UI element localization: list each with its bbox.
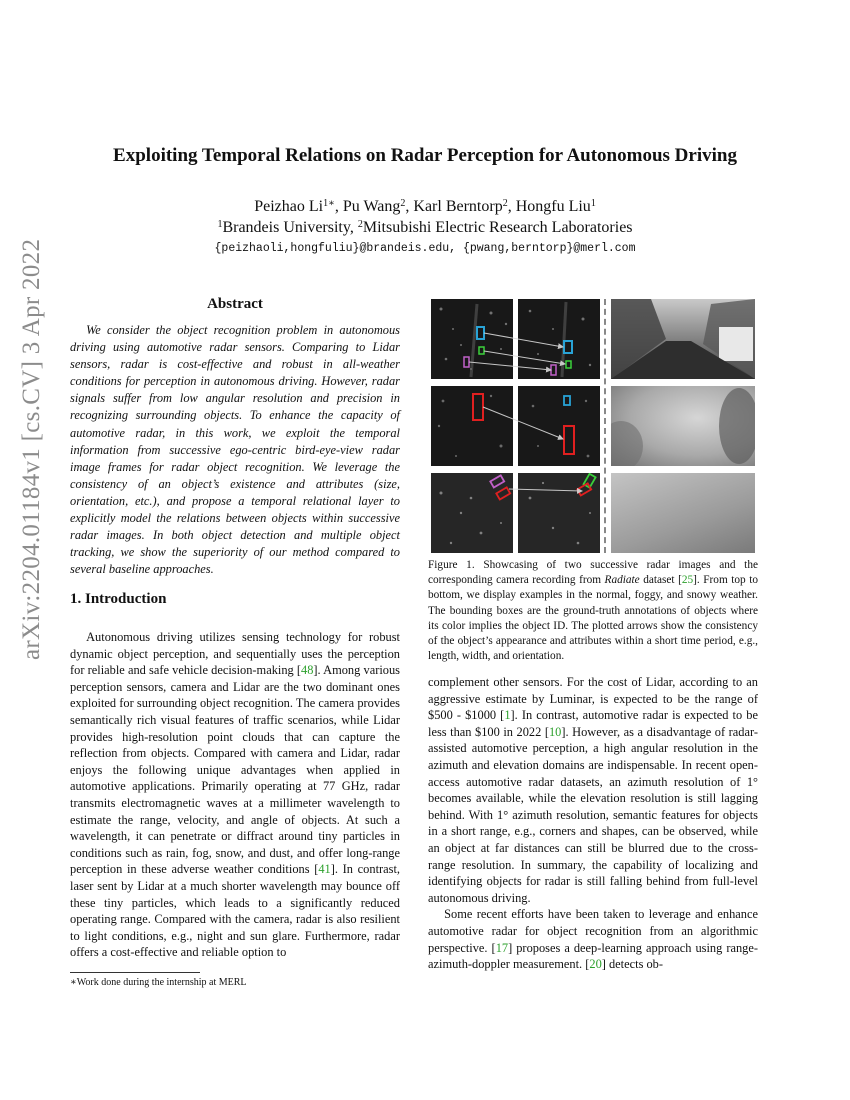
abstract-heading: Abstract [207,296,263,312]
camera-image-normal [611,299,755,379]
paragraph [428,674,758,906]
camera-image-foggy [611,386,755,466]
affiliations [0,219,850,237]
paragraph [428,906,758,972]
author-name: Peizhao Li [254,198,324,215]
text-run: complement other sensors. For the cost of Lidar, according to an aggressive estimate by Luminar, is expected to be the range of $500 - $1000 [ [428,675,758,723]
figure-divider [604,299,606,553]
affiliation-name: Brandeis University, [222,219,358,236]
author-mark: 1∗ [323,198,335,209]
author-name: Hongfu Liu [515,198,591,215]
text-run: ]. In contrast, automotive radar is expected to be less than $100 in 2022 [ [428,708,758,739]
footnote-divider [70,972,200,973]
text-run: ] detects ob- [601,957,664,972]
text-run: Autonomous driving utilizes sensing technology for robust dynamic object perception, and sequentially uses the perception for reliable and safe vehicle decision-making [ [70,630,400,678]
figure-caption [428,558,758,664]
text-run: ]. From top to bottom, we display examples in the normal, foggy, and snowy weather. The bounding boxes are the ground-truth annotations of objects where its color implies the object ID. The plotted arrows show the consistency of the object’s appearance and attributes within a short time period, e.g., length, width, and orientation. [428,574,758,663]
affiliation-mark: 2 [357,219,363,230]
footnote: ∗Work done during the internship at MERL [70,977,247,988]
text-run: dataset [ [639,574,682,587]
consistency-arrows [431,299,603,553]
right-column-body [428,674,758,973]
author-list: Peizhao $Li^{1∗}$, Pu Wang$^2$, Karl Berntorp$^2$, Hongfu Liu$^1$ [254,198,596,215]
abstract-text: We consider the object recognition problem in autonomous driving using automotive radar sensors. Comparing to Lidar sensors, radar is cost-effective and robust in all-weather conditions for perception in autonomous driving. However, radar signals suffer from low angular resolution and precision in recognizing surrounding objects. To enhance the capacity of automotive radar, in this work, we exploit the temporal information from successive ego-centric bird-eye-view radar image frames for radar object recognition. We leverage the consistency of an object’s existence and attributes (size, orientation, etc.), and propose a temporal relational layer to explicitly model the relations between objects within successive radar images. In both object detection and multiple object tracking, we show the superiority of our method compared to several baseline approaches. [70,323,400,577]
figure-1 [431,299,755,553]
text-run: Some recent efforts have been taken to leverage and enhance automotive radar for object recognition from an algorithmic perspective. [ [428,907,758,955]
section-heading-introduction: 1. Introduction [70,591,167,607]
camera-image-snowy [611,473,755,553]
citation-link[interactable]: 41 [318,862,331,877]
citation-link[interactable]: 25 [681,574,694,587]
citation-link[interactable]: 10 [548,724,562,739]
citation-link[interactable]: 48 [301,663,314,678]
text-run: ]. Among various perception sensors, camera and Lidar are the two dominant ones exploited for surrounding object recognition. The camera provides semantically rich visual features of traffic scenarios, while Lidar provides high-resolution point clouds that can capture the reflection from objects. Compared with camera and Lidar, radar enjoys the following unique advantages when applied in automotive applications. Primarily operating at 77 GHz, radar transmits electromagnetic waves at a millimeter wavelength to estimate the range, velocity, and angle of objects. At such a wavelength, it can penetrate or diffract around tiny particles in conditions such as rain, fog, snow, and dust, and offer long-range perception in these adverse weather conditions [ [70,663,400,877]
citation-link[interactable]: 20 [589,957,602,972]
affiliation-mark: 1 [217,219,223,230]
arxiv-identifier: arXiv:2204.01184v1 [cs.CV] 3 Apr 2022 [18,238,45,660]
text-run: ] proposes a deep-learning approach using range-azimuth-doppler measurement. [ [428,940,758,972]
citation-link[interactable]: 1 [504,708,511,723]
author-emails: {peizhaoli,hongfuliu}@brandeis.edu, {pwang,berntorp}@merl.com [214,242,636,255]
author-name: Karl Berntorp [413,198,503,215]
author-name: Pu Wang [342,198,401,215]
paper-title: Exploiting Temporal Relations on Radar Perception for Autonomous Driving [113,145,737,166]
author-mark: 2 [502,198,508,209]
author-mark: 2 [400,198,406,209]
introduction-paragraph [70,629,400,961]
dataset-name: Radiate [604,574,640,587]
text-run: ]. However, as a disadvantage of radar-assisted automotive perception, a high angular resolution in the azimuth and elevation domains are indispensable. In recent open-access automotive radar datasets, an azimuth resolution of 1° becomes available, while the elevation resolution is still lagging behind. With 1° azimuth resolution, semantic features for objects in a short range, e.g., corners and shapes, can be observed, while an object at far distances can still be blurred due to the cross-range resolution. In summary, the capability of localizing and identifying objects for radar is still falling behind from full-level autonomous driving. [428,724,758,905]
affiliation-name: Mitsubishi Electric Research Laboratories [362,219,633,236]
author-mark: 1 [590,198,596,209]
text-run: ]. In contrast, laser sent by Lidar at a much shorter wavelength may bounce off these tiny particles, which leads to a significantly reduced operating range. Compared with the camera, radar is also resilient to light conditions, e.g., night and sun glare. Furthermore, radar offers a cost-effective and reliable option to [70,862,401,960]
text-run: Figure 1. Showcasing of two successive radar images and the corresponding camera recording from [428,559,758,587]
citation-link[interactable]: 17 [495,940,509,955]
